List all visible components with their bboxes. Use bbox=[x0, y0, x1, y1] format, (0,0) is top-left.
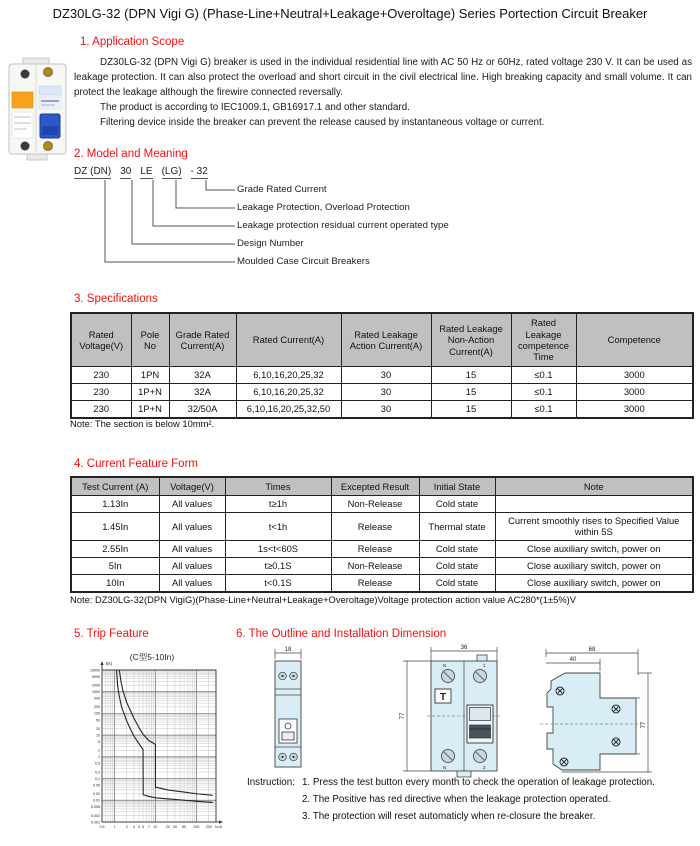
current-feature-table bbox=[70, 476, 694, 593]
terminal-mark-bottom-left: N bbox=[443, 765, 447, 770]
table-cell: Cold state bbox=[419, 574, 495, 592]
svg-text:0.01: 0.01 bbox=[93, 798, 100, 803]
table-cell: 32A bbox=[169, 384, 236, 401]
model-label-leakage-overload: Leakage Protection, Overload Protection bbox=[237, 202, 410, 213]
table-cell: 15 bbox=[431, 384, 511, 401]
outline-drawing-front bbox=[393, 643, 528, 780]
table-cell: 10In bbox=[71, 574, 159, 592]
table-cell: 15 bbox=[431, 367, 511, 384]
table-header-cell: Note bbox=[495, 477, 693, 496]
table-row bbox=[71, 367, 693, 384]
table-row bbox=[71, 401, 693, 419]
svg-text:100: 100 bbox=[94, 711, 100, 716]
svg-text:1: 1 bbox=[113, 825, 116, 829]
trip-curve-chart bbox=[72, 658, 224, 840]
table-cell: Thermal state bbox=[419, 513, 495, 541]
table-cell: 1P+N bbox=[131, 401, 169, 419]
table-cell: 32A bbox=[169, 367, 236, 384]
table-cell: All values bbox=[159, 513, 225, 541]
svg-text:20: 20 bbox=[96, 726, 100, 731]
model-part: DZ (DN) bbox=[74, 166, 112, 177]
trip-chart-title: (C型5-10In) bbox=[129, 652, 175, 662]
svg-text:2: 2 bbox=[98, 748, 100, 753]
svg-text:5: 5 bbox=[142, 825, 145, 829]
table-cell: Cold state bbox=[419, 557, 495, 574]
table-cell: ≤0.1 bbox=[511, 367, 576, 384]
terminal-mark-top-left: N bbox=[443, 663, 447, 668]
model-part: - 32 bbox=[190, 166, 208, 177]
svg-text:5: 5 bbox=[98, 739, 100, 744]
svg-text:0.2: 0.2 bbox=[95, 770, 100, 775]
section1-para1: DZ30LG-32 (DPN Vigi G) breaker is used in the individual residential line with AC 50 Hz or 60Hz, rated voltage 230 V. It can be used as leakage protection. It can also protect the overload and short circuit in the civil electrical line. High breaking capacity and small volume. It can protect the leakage although the firewire connected reversally. bbox=[74, 57, 692, 98]
svg-text:3: 3 bbox=[132, 825, 135, 829]
outline-drawing-side bbox=[526, 645, 700, 777]
table-header-cell: Initial State bbox=[419, 477, 495, 496]
svg-text:0.005: 0.005 bbox=[91, 805, 100, 810]
instruction-item-3: 3. The protection will reset automaticly when re-closure the breaker. bbox=[302, 811, 596, 822]
section1-body bbox=[74, 55, 692, 130]
svg-text:50: 50 bbox=[96, 718, 100, 723]
table-cell: 30 bbox=[341, 367, 431, 384]
section4-note: Note: DZ30LG-32(DPN VigiG)(Phase-Line+Neutral+Leakage+Overoltage)Voltage protection action value AC280*(1±5%)V bbox=[70, 594, 577, 605]
table-header-cell: Times bbox=[225, 477, 331, 496]
table-cell: t<0.1S bbox=[225, 574, 331, 592]
instruction-label: Instruction: bbox=[247, 777, 295, 788]
table-cell: 32/50A bbox=[169, 401, 236, 419]
trip-curve-trip-time-max bbox=[119, 670, 212, 795]
table-cell: 1.13In bbox=[71, 496, 159, 513]
svg-text:200: 200 bbox=[94, 705, 100, 710]
table-row bbox=[71, 574, 693, 592]
outline-drawing-narrow-front bbox=[262, 645, 314, 775]
table-header-cell: Rated Current(A) bbox=[236, 313, 341, 367]
table-cell: ≤0.1 bbox=[511, 384, 576, 401]
model-part: LE bbox=[140, 166, 153, 177]
section1-para3: Filtering device inside the breaker can prevent the release caused by instantaneous voltage or current. bbox=[100, 117, 545, 128]
svg-text:1000: 1000 bbox=[92, 690, 100, 695]
table-row bbox=[71, 384, 693, 401]
table-cell: Close auxiliary switch, power on bbox=[495, 557, 693, 574]
model-label-design-number: Design Number bbox=[237, 238, 304, 249]
svg-text:10: 10 bbox=[96, 733, 100, 738]
table-cell: ≤0.1 bbox=[511, 401, 576, 419]
specifications-table bbox=[70, 312, 694, 419]
page-title: DZ30LG-32 (DPN Vigi G) (Phase-Line+Neutral+Leakage+Overoltage) Series Portection Circuit Breaker bbox=[52, 6, 648, 21]
table-cell: Release bbox=[331, 574, 419, 592]
model-label-moulded-case: Moulded Case Circuit Breakers bbox=[237, 256, 370, 267]
svg-text:0.02: 0.02 bbox=[93, 792, 100, 797]
instructions-block bbox=[247, 774, 695, 825]
svg-text:10: 10 bbox=[153, 825, 158, 829]
svg-text:5000: 5000 bbox=[92, 674, 100, 679]
table-cell: Non-Release bbox=[331, 557, 419, 574]
terminal-mark-top-right: 1 bbox=[483, 663, 486, 668]
table-header-row bbox=[71, 313, 693, 367]
table-cell: 3000 bbox=[576, 367, 693, 384]
section4-heading: 4. Current Feature Form bbox=[74, 458, 198, 470]
svg-text:500: 500 bbox=[94, 696, 100, 701]
product-orange-label bbox=[12, 92, 33, 108]
table-cell: Release bbox=[331, 513, 419, 541]
table-cell: Non-Release bbox=[331, 496, 419, 513]
table-cell: 30 bbox=[341, 384, 431, 401]
table-header-cell: Rated Leakage Non-Action Current(A) bbox=[431, 313, 511, 367]
table-cell: 230 bbox=[71, 384, 131, 401]
table-cell: t≥0.1S bbox=[225, 557, 331, 574]
dim-label-36: 36 bbox=[460, 645, 468, 651]
table-cell: 1s<t<60S bbox=[225, 540, 331, 557]
table-cell: 1P+N bbox=[131, 384, 169, 401]
svg-text:0.5: 0.5 bbox=[99, 825, 105, 829]
svg-text:0.1: 0.1 bbox=[95, 776, 100, 781]
table-cell: 6,10,16,20,25,32 bbox=[236, 384, 341, 401]
table-header-row bbox=[71, 477, 693, 496]
table-row bbox=[71, 496, 693, 513]
table-header-cell: Rated Leakage competence Time bbox=[511, 313, 576, 367]
table-cell: 6,10,16,20,25,32 bbox=[236, 367, 341, 384]
table-cell: All values bbox=[159, 557, 225, 574]
section3-heading: 3. Specifications bbox=[74, 293, 158, 305]
dim-label-40: 40 bbox=[569, 657, 577, 663]
table-row bbox=[71, 557, 693, 574]
table-cell: Release bbox=[331, 540, 419, 557]
table-cell: Cold state bbox=[419, 540, 495, 557]
table-cell: t<1h bbox=[225, 513, 331, 541]
model-label-residual-current-type: Leakage protection residual current operated type bbox=[237, 220, 449, 231]
svg-text:4: 4 bbox=[138, 825, 141, 829]
dim-label-18: 18 bbox=[284, 647, 292, 653]
table-header-cell: Grade Rated Current(A) bbox=[169, 313, 236, 367]
product-brand-band bbox=[39, 86, 61, 95]
table-cell: All values bbox=[159, 574, 225, 592]
svg-text:In/A: In/A bbox=[215, 825, 222, 829]
svg-text:0.05: 0.05 bbox=[93, 783, 100, 788]
table-cell: 230 bbox=[71, 401, 131, 419]
table-row bbox=[71, 513, 693, 541]
svg-text:t(s): t(s) bbox=[106, 661, 113, 666]
table-cell: 15 bbox=[431, 401, 511, 419]
table-header-cell: Competence bbox=[576, 313, 693, 367]
model-part: (LG) bbox=[161, 166, 182, 177]
table-header-cell: Voltage(V) bbox=[159, 477, 225, 496]
table-header-cell: Test Current (A) bbox=[71, 477, 159, 496]
svg-text:0.002: 0.002 bbox=[91, 813, 100, 818]
table-row bbox=[71, 540, 693, 557]
section6-heading: 6. The Outline and Installation Dimension bbox=[236, 628, 447, 640]
model-part: 30 bbox=[120, 166, 132, 177]
table-cell: 3000 bbox=[576, 384, 693, 401]
table-cell: t≥1h bbox=[225, 496, 331, 513]
table-header-cell: Rated Leakage Action Current(A) bbox=[341, 313, 431, 367]
table-cell: Close auxiliary switch, power on bbox=[495, 540, 693, 557]
table-cell: 230 bbox=[71, 367, 131, 384]
table-header-cell: Excepted Result bbox=[331, 477, 419, 496]
svg-text:1: 1 bbox=[98, 755, 100, 760]
instruction-item-1: 1. Press the test button every month to check the operation of leakage protection. bbox=[302, 777, 655, 788]
svg-text:30: 30 bbox=[172, 825, 177, 829]
dim-label-77-side: 77 bbox=[641, 721, 647, 729]
table-header-cell: Rated Voltage(V) bbox=[71, 313, 131, 367]
svg-text:0.5: 0.5 bbox=[95, 761, 100, 766]
dim-label-77-front: 77 bbox=[400, 712, 406, 720]
svg-text:100: 100 bbox=[193, 825, 200, 829]
table-cell: Close auxiliary switch, power on bbox=[495, 574, 693, 592]
terminal-mark-bottom-right: 2 bbox=[483, 765, 486, 770]
dim-label-68: 68 bbox=[588, 647, 596, 653]
table-cell bbox=[495, 496, 693, 513]
table-cell: Current smoothly rises to Specified Value within 5S bbox=[495, 513, 693, 541]
svg-text:0.001: 0.001 bbox=[91, 820, 100, 825]
section1-heading: 1. Application Scope bbox=[80, 36, 185, 48]
test-button-label: T bbox=[439, 692, 447, 703]
table-cell: 1.45In bbox=[71, 513, 159, 541]
section2-heading: 2. Model and Meaning bbox=[74, 148, 188, 160]
table-cell: All values bbox=[159, 496, 225, 513]
svg-text:200: 200 bbox=[205, 825, 212, 829]
table-cell: 6,10,16,20,25,32,50 bbox=[236, 401, 341, 419]
table-cell: All values bbox=[159, 540, 225, 557]
product-photo bbox=[3, 56, 75, 162]
table-cell: 3000 bbox=[576, 401, 693, 419]
instruction-item-2: 2. The Positive has red directive when the leakage protection operated. bbox=[302, 794, 611, 805]
svg-text:10000: 10000 bbox=[90, 668, 100, 673]
table-cell: 2.55In bbox=[71, 540, 159, 557]
svg-text:2: 2 bbox=[125, 825, 128, 829]
svg-text:7: 7 bbox=[148, 825, 151, 829]
model-label-grade-rated-current: Grade Rated Current bbox=[237, 184, 327, 195]
table-cell: 30 bbox=[341, 401, 431, 419]
section3-note: Note: The section is below 10mm². bbox=[70, 418, 215, 429]
table-header-cell: Pole No bbox=[131, 313, 169, 367]
section5-heading: 5. Trip Feature bbox=[74, 628, 149, 640]
svg-text:50: 50 bbox=[182, 825, 187, 829]
table-cell: 1PN bbox=[131, 367, 169, 384]
section1-para2: The product is according to IEC1009.1, GB16917.1 and other standard. bbox=[100, 102, 410, 113]
svg-text:20: 20 bbox=[165, 825, 170, 829]
table-cell: 5In bbox=[71, 557, 159, 574]
svg-text:2000: 2000 bbox=[92, 683, 100, 688]
table-cell: Cold state bbox=[419, 496, 495, 513]
